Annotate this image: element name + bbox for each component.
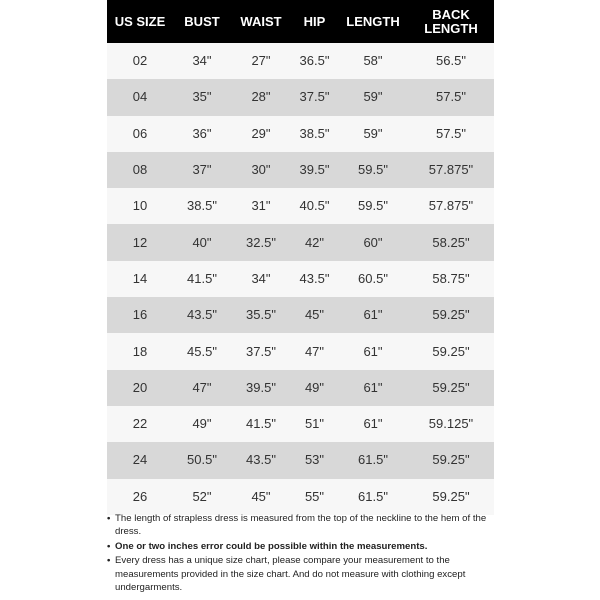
cell-length: 61"	[363, 343, 383, 359]
cell-hip: 42"	[304, 234, 325, 250]
table-row	[107, 406, 494, 442]
header-hip: HIP	[303, 13, 326, 29]
table-row	[107, 224, 494, 260]
cell-length: 60"	[363, 234, 383, 250]
cell-bust: 52"	[192, 488, 212, 504]
cell-waist: 35.5"	[246, 307, 276, 323]
cell-waist: 30"	[251, 162, 271, 178]
cell-back-length: 59.25"	[432, 452, 470, 468]
cell-back-length: 57.5"	[436, 125, 466, 141]
cell-bust: 43.5"	[187, 307, 217, 323]
cell-back-length: 57.5"	[436, 89, 466, 105]
cell-length: 58"	[363, 53, 383, 69]
cell-us-size: 26	[132, 488, 148, 504]
cell-hip: 51"	[304, 416, 325, 432]
note-text: Every dress has a unique size chart, please compare your measurement to the measurements provided in the size chart. And do not measure with clothing except undergarments.	[115, 555, 466, 594]
cell-bust: 50.5"	[187, 452, 217, 468]
cell-us-size: 02	[132, 53, 148, 69]
table-header-row	[107, 0, 494, 43]
cell-waist: 31"	[251, 198, 271, 214]
note-item	[107, 554, 499, 594]
cell-bust: 38.5"	[187, 198, 217, 214]
cell-back-length: 57.875"	[428, 162, 474, 178]
header-waist: WAIST	[240, 13, 282, 29]
table-row	[107, 261, 494, 297]
cell-hip: 39.5"	[299, 162, 330, 178]
cell-length: 60.5"	[358, 270, 388, 286]
cell-hip: 36.5"	[299, 53, 330, 69]
cell-length: 61"	[363, 379, 383, 395]
table-row	[107, 442, 494, 478]
cell-bust: 34"	[192, 53, 212, 69]
cell-length: 59"	[363, 125, 383, 141]
table-row	[107, 79, 494, 115]
note-text: One or two inches error could be possible within the measurements.	[115, 540, 428, 552]
cell-waist: 34"	[251, 270, 271, 286]
table-row	[107, 370, 494, 406]
cell-us-size: 06	[132, 125, 148, 141]
cell-bust: 37"	[192, 162, 212, 178]
cell-hip: 43.5"	[299, 270, 330, 286]
cell-bust: 45.5"	[187, 343, 217, 359]
cell-length: 61.5"	[358, 488, 388, 504]
cell-us-size: 14	[132, 270, 148, 286]
cell-us-size: 20	[132, 379, 148, 395]
cell-us-size: 16	[132, 307, 148, 323]
header-back-length: BACK LENGTH	[424, 6, 478, 36]
cell-length: 61"	[363, 416, 383, 432]
note-item	[107, 512, 499, 539]
bullet-icon: •	[107, 513, 111, 524]
cell-back-length: 59.25"	[432, 343, 470, 359]
table-row	[107, 479, 494, 515]
cell-waist: 37.5"	[246, 343, 276, 359]
table-row	[107, 188, 494, 224]
cell-length: 59.5"	[358, 162, 388, 178]
cell-back-length: 58.25"	[432, 234, 470, 250]
cell-back-length: 59.25"	[432, 379, 470, 395]
cell-back-length: 59.25"	[432, 307, 470, 323]
cell-waist: 43.5"	[246, 452, 276, 468]
header-us-size: US SIZE	[114, 13, 166, 29]
cell-back-length: 57.875"	[428, 198, 474, 214]
cell-hip: 55"	[304, 488, 325, 504]
cell-us-size: 04	[132, 89, 148, 105]
bullet-icon: •	[107, 555, 111, 567]
note-item	[107, 540, 499, 553]
cell-waist: 41.5"	[246, 416, 276, 432]
cell-hip: 40.5"	[299, 198, 330, 214]
cell-waist: 45"	[251, 488, 271, 504]
cell-hip: 37.5"	[299, 89, 330, 105]
cell-hip: 38.5"	[299, 125, 330, 141]
cell-bust: 40"	[192, 234, 212, 250]
cell-length: 61"	[363, 307, 383, 323]
header-length: LENGTH	[346, 13, 400, 29]
cell-length: 59"	[363, 89, 383, 105]
cell-waist: 28"	[251, 89, 271, 105]
cell-us-size: 12	[132, 234, 148, 250]
cell-bust: 47"	[192, 379, 212, 395]
table-row	[107, 297, 494, 333]
cell-bust: 36"	[192, 125, 212, 141]
table-row	[107, 43, 494, 79]
table-row	[107, 116, 494, 152]
cell-hip: 49"	[304, 379, 325, 395]
bullet-icon: •	[107, 540, 111, 552]
table-row	[107, 152, 494, 188]
cell-waist: 39.5"	[246, 379, 276, 395]
cell-hip: 45"	[304, 307, 325, 323]
cell-us-size: 08	[132, 162, 148, 178]
cell-bust: 35"	[192, 89, 212, 105]
note-text: The length of strapless dress is measured from the top of the neckline to the hem of the dress.	[115, 513, 487, 538]
table-row	[107, 333, 494, 369]
cell-us-size: 18	[132, 343, 148, 359]
cell-back-length: 59.125"	[428, 416, 474, 432]
measurement-notes	[107, 512, 499, 595]
cell-us-size: 24	[132, 452, 148, 468]
cell-waist: 32.5"	[246, 234, 276, 250]
cell-length: 59.5"	[358, 198, 388, 214]
cell-hip: 53"	[304, 452, 325, 468]
cell-waist: 29"	[251, 125, 271, 141]
cell-back-length: 58.75"	[432, 270, 470, 286]
header-bust: BUST	[184, 13, 220, 29]
size-chart-table	[107, 0, 494, 515]
cell-bust: 41.5"	[187, 270, 217, 286]
cell-length: 61.5"	[358, 452, 388, 468]
cell-back-length: 59.25"	[432, 488, 470, 504]
cell-us-size: 22	[132, 416, 148, 432]
cell-hip: 47"	[304, 343, 325, 359]
cell-back-length: 56.5"	[436, 53, 466, 69]
cell-waist: 27"	[251, 53, 271, 69]
cell-us-size: 10	[132, 198, 148, 214]
cell-bust: 49"	[192, 416, 212, 432]
